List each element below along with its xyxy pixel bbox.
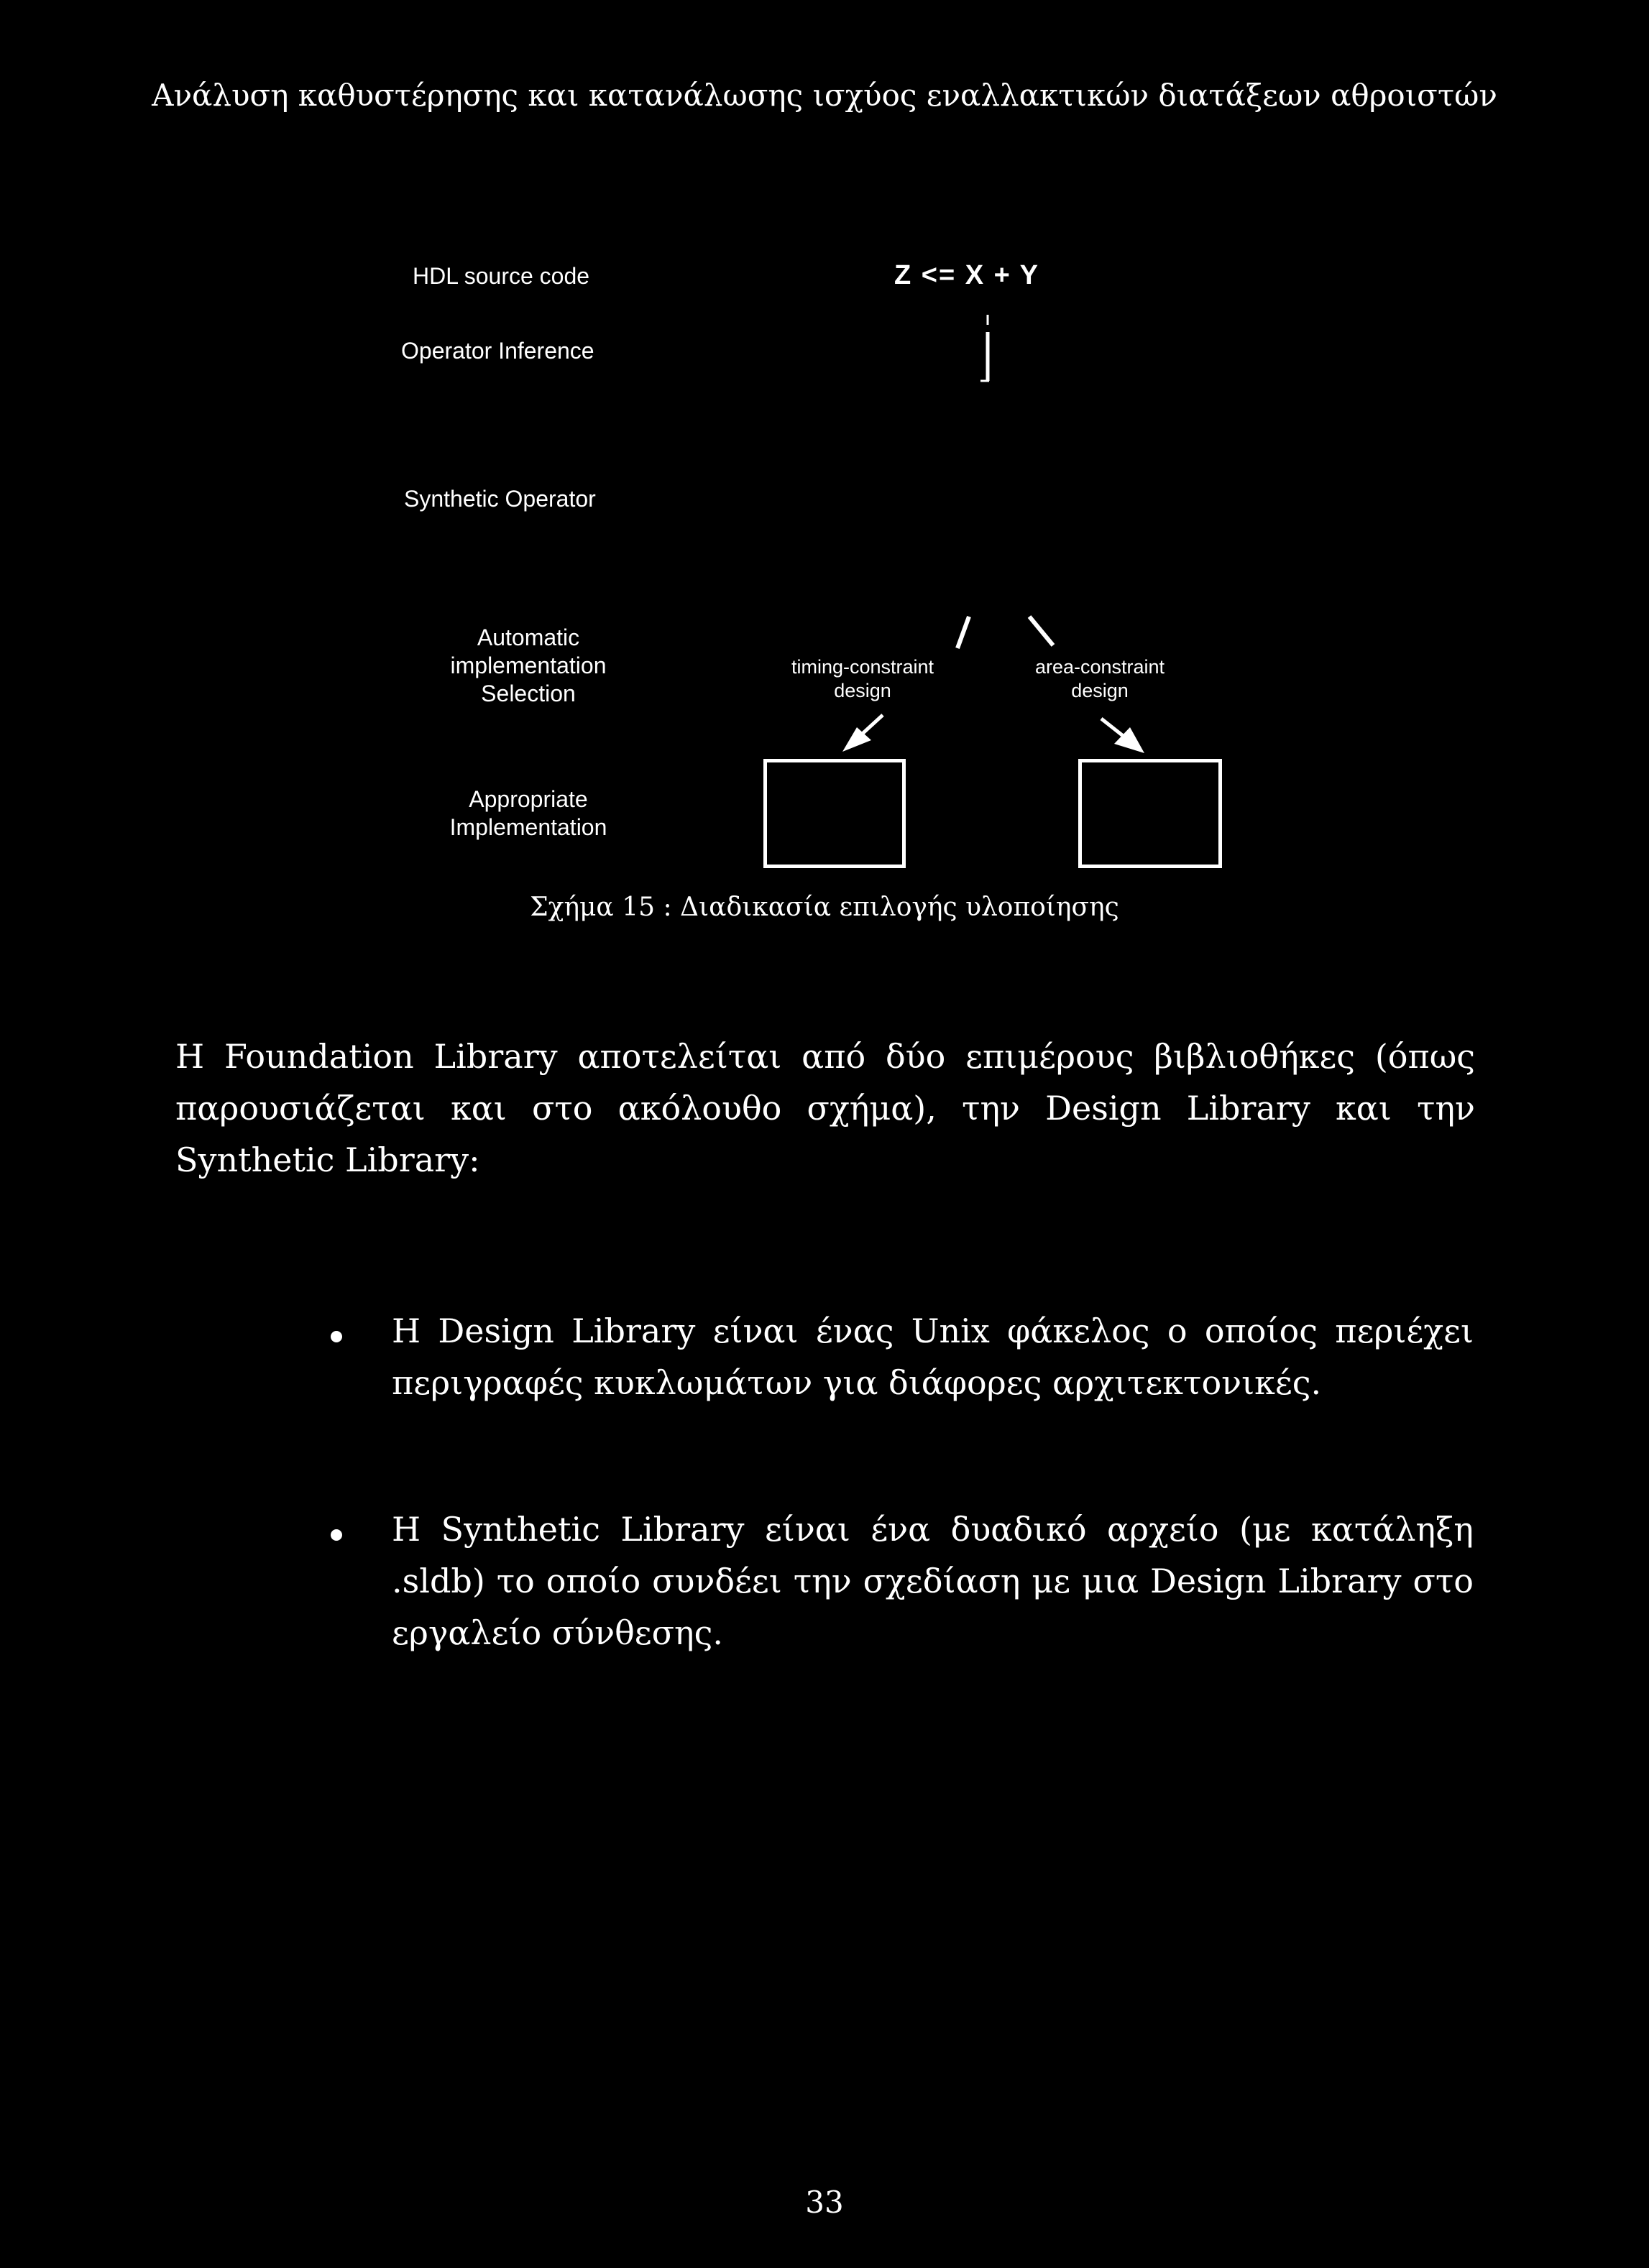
body-paragraph: Η Foundation Library αποτελείται από δύο επιμέρους βιβλιοθήκες (όπως παρουσιάζεται και στο ακόλουθο σχήμα), την Design Library και την Synthetic Library: [175,1037,1475,1179]
inference-bracket-icon [974,309,996,388]
area-implementation-box [1078,759,1222,868]
appropriate-implementation-label [403,785,654,842]
arrow-down-right-icon [1101,719,1144,753]
bullet-dot-icon [331,1331,342,1342]
synthetic-operator-label: Synthetic Operator [404,486,596,512]
hdl-source-code-label: HDL source code [413,263,590,289]
arrow-down-left-icon [842,715,883,752]
area-constraint-line-2: design [1071,680,1129,701]
hdl-expression: Z <= X + Y [894,260,1040,290]
automatic-selection-line-2: implementation [450,653,607,678]
figure-caption: Σχήμα 15 : Διαδικασία επιλογής υλοποίησης [530,893,1119,922]
timing-upper-stroke-icon [957,617,969,648]
area-constraint-label [992,655,1208,703]
automatic-selection-label [403,624,654,708]
page-number: 33 [805,2185,844,2220]
automatic-selection-line-3: Selection [481,681,576,706]
running-header: Ανάλυση καθυστέρησης και κατανάλωσης ισχύος εναλλακτικών διατάξεων αθροιστών [152,78,1497,113]
timing-constraint-line-1: timing-constraint [791,656,934,678]
appropriate-implementation-line-1: Appropriate [469,786,588,812]
timing-implementation-box [763,759,906,868]
area-constraint-line-1: area-constraint [1034,656,1165,678]
area-upper-stroke-icon [1029,617,1053,645]
timing-constraint-label [755,655,970,703]
bullet-synthetic-library: Η Synthetic Library είναι ένα δυαδικό αρχείο (με κατάληξη .sldb) το οποίο συνδέει την σχεδίαση με μια Design Library στο εργαλείο σύνθεσης. [392,1510,1474,1652]
bullet-dot-icon [331,1529,342,1541]
bullet-design-library: Η Design Library είναι ένας Unix φάκελος ο οποίος περιέχει περιγραφές κυκλωμάτων για διάφορες αρχιτεκτονικές. [392,1312,1474,1402]
appropriate-implementation-line-2: Implementation [449,814,607,840]
automatic-selection-line-1: Automatic [477,624,580,650]
timing-constraint-line-2: design [834,680,891,701]
operator-inference-label: Operator Inference [401,338,594,364]
